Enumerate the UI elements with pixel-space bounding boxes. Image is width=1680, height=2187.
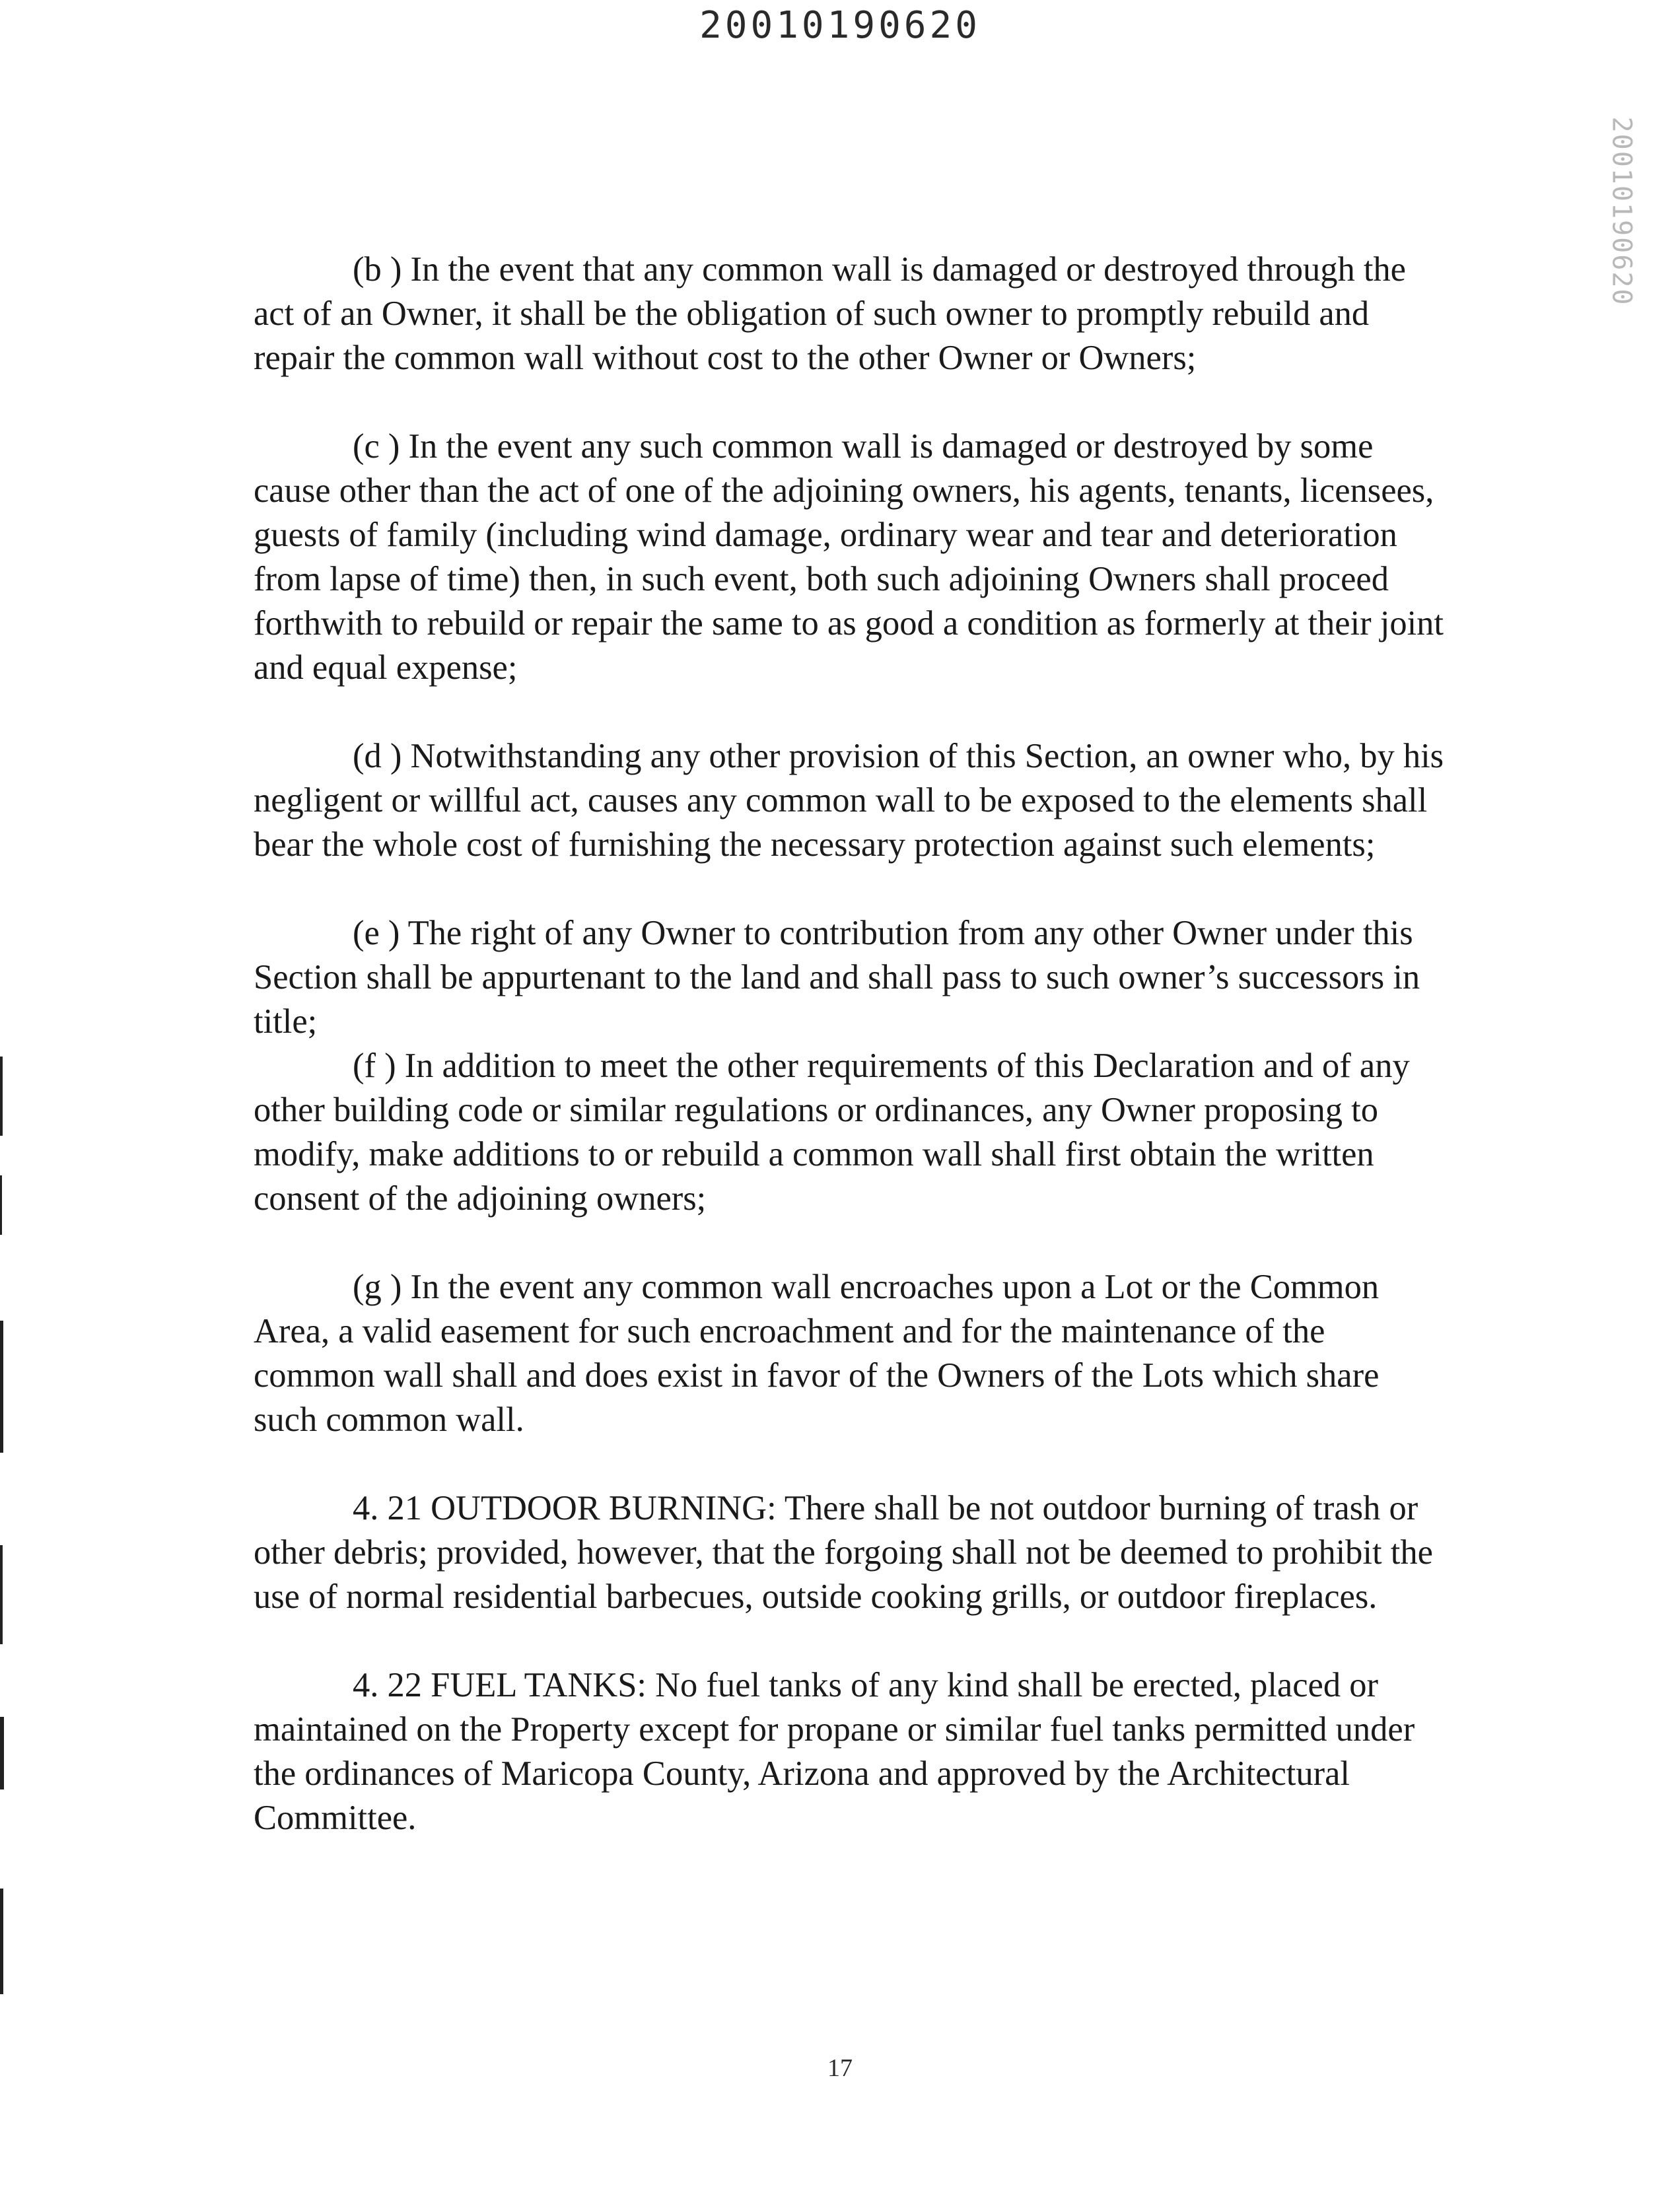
paragraph-c: (c ) In the event any such common wall is damaged or destroyed by some cause other than the act of one of the adjoining owners, his agents, tenants, licensees, guests of family (including wind damage, ordinary wear and tear and deterioration from lapse of time) then, in such event, both such adjoining Owners shall proceed forthwith to rebuild or repair the same to as good a condition as formerly at their joint and equal expense; [254,427,1444,687]
document-body [254,248,1449,1840]
document-number: 20010190620 [699,4,981,47]
section-4-21-outdoor-burning: 4. 21 OUTDOOR BURNING: There shall be not outdoor burning of trash or other debris; provided, however, that the forgoing shall not be deemed to prohibit the use of normal residential barbecues, outside cooking grills, or outdoor fireplaces. [254,1489,1433,1616]
section-4-22-fuel-tanks: 4. 22 FUEL TANKS: No fuel tanks of any kind shall be erected, placed or maintained on the Property except for propane or similar fuel tanks permitted under the ordinances of Maricopa County, Arizona and approved by the Architectural Committee. [254,1666,1415,1837]
side-stamp-text: 20010190620 [1606,116,1636,306]
paragraph-g: (g ) In the event any common wall encroaches upon a Lot or the Common Area, a valid easement for such encroachment and for the maintenance of the common wall shall and does exist in favor of the Owners of the Lots which share such common wall. [254,1268,1380,1439]
paragraph-e: (e ) The right of any Owner to contribution from any other Owner under this Section shall be appurtenant to the land and shall pass to such owner’s successors in title; [254,914,1420,1041]
paragraph-b: (b ) In the event that any common wall is damaged or destroyed through the act of an Owner, it shall be the obligation of such owner to promptly rebuild and repair the common wall without cost to the other Owner or Owners; [254,250,1406,377]
scan-edge-artifact [0,1030,5,2087]
side-recording-stamp [1598,99,1644,324]
paragraph-d: (d ) Notwithstanding any other provision of this Section, an owner who, by his negligent or willful act, causes any common wall to be exposed to the elements shall bear the whole cost of furnishing the necessary protection against such elements; [254,737,1444,864]
paragraph-f: (f ) In addition to meet the other requirements of this Declaration and of any other building code or similar regulations or ordinances, any Owner proposing to modify, make additions to or rebuild a common wall shall first obtain the written consent of the adjoining owners; [254,1047,1410,1218]
page-number: 17 [827,2054,853,2082]
